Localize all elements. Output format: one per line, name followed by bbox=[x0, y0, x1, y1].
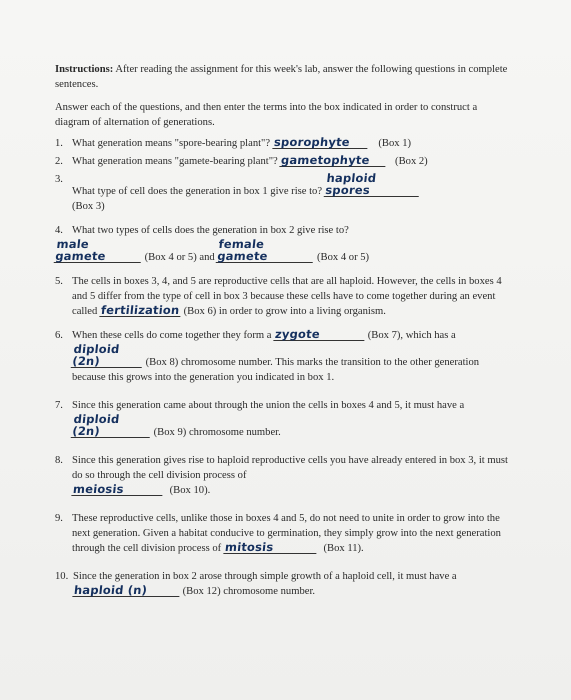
question-number: 10. bbox=[55, 571, 69, 582]
question-5 bbox=[55, 274, 510, 319]
question-number: 7. bbox=[55, 400, 63, 411]
box-label: (Box 2) bbox=[395, 156, 428, 167]
box-label: (Box 10). bbox=[169, 485, 211, 496]
answer-box-11[interactable]: mitosis bbox=[223, 541, 317, 554]
answer-box-7[interactable]: zygote bbox=[273, 328, 365, 341]
question-2 bbox=[55, 154, 510, 169]
instructions-text: After reading the assignment for this week's lab, answer the following questions in complete sentences. bbox=[55, 64, 508, 90]
question-text: What type of cell does the generation in box 1 give rise to? bbox=[72, 186, 323, 197]
question-text: What generation means "spore-bearing plant"? bbox=[72, 138, 271, 149]
question-6 bbox=[55, 328, 510, 385]
question-text: When these cells do come together they form a bbox=[72, 330, 272, 341]
answer-box-8[interactable]: diploid (2n) bbox=[71, 343, 145, 368]
answer-box-5[interactable]: female gamete bbox=[216, 238, 316, 263]
box-label: (Box 1) bbox=[378, 138, 412, 149]
question-10 bbox=[55, 569, 510, 599]
question-text: What two types of cells does the generation in box 2 give rise to? bbox=[72, 225, 349, 236]
question-text: Since the generation in box 2 arose through simple growth of a haploid cell, it must have a bbox=[73, 571, 457, 582]
question-number: 6. bbox=[55, 330, 63, 341]
box-label: (Box 4 or 5) bbox=[317, 252, 370, 263]
box-label: (Box 11). bbox=[323, 543, 364, 554]
question-text-mid: (Box 7), which has a bbox=[367, 330, 456, 341]
question-number: 3. bbox=[55, 174, 63, 185]
question-number: 9. bbox=[55, 513, 63, 524]
answer-box-9[interactable]: diploid (2n) bbox=[71, 413, 153, 438]
instructions-label: Instructions: bbox=[55, 64, 114, 75]
question-number: 4. bbox=[55, 225, 63, 236]
question-text-after: (Box 6) in order to grow into a living organism. bbox=[183, 306, 386, 317]
answer-box-2[interactable]: gametophyte bbox=[280, 154, 387, 167]
question-number: 1. bbox=[55, 138, 63, 149]
question-text: These reproductive cells, unlike those in boxes 4 and 5, do not need to unite in order to grow into the next generation. Given a habitat conducive to germination, they simply grow into the next generation through the cell division process of bbox=[72, 513, 501, 554]
question-text-after: (Box 12) chromosome number. bbox=[182, 586, 316, 597]
question-4 bbox=[55, 223, 510, 265]
intro-paragraph: Answer each of the questions, and then enter the terms into the box indicated in order to construct a diagram of alternation of generations. bbox=[55, 102, 478, 128]
answer-box-6[interactable]: fertilization bbox=[100, 303, 181, 317]
question-3 bbox=[55, 172, 510, 214]
worksheet-content bbox=[55, 62, 510, 599]
question-number: 2. bbox=[55, 156, 63, 167]
question-number: 5. bbox=[55, 276, 63, 287]
question-list bbox=[55, 136, 510, 599]
answer-box-10[interactable]: meiosis bbox=[71, 483, 163, 496]
question-7 bbox=[55, 398, 510, 440]
box-label: (Box 4 or 5) and bbox=[144, 252, 215, 263]
answer-box-3[interactable]: haploid spores bbox=[323, 172, 421, 197]
box-label: (Box 3) bbox=[72, 201, 105, 212]
question-8 bbox=[55, 453, 510, 498]
question-9 bbox=[55, 511, 510, 556]
question-1 bbox=[55, 136, 510, 151]
question-text: The cells in boxes 3, 4, and 5 are reproductive cells that are all haploid. However, the cells in boxes 4 and 5 differ from the type of cell in box 3 because these cells have to come together during an event called bbox=[72, 276, 502, 317]
instructions-paragraph bbox=[55, 62, 510, 92]
question-text: Since this generation came about through the union the cells in boxes 4 and 5, it must have a bbox=[72, 400, 465, 411]
question-text-after: (Box 9) chromosome number. bbox=[153, 427, 281, 438]
question-text: Since this generation gives rise to haploid reproductive cells you have already entered in box 3, it must do so through the cell division process of bbox=[72, 455, 508, 481]
question-number: 8. bbox=[55, 455, 63, 466]
question-text: What generation means "gamete-bearing plant"? bbox=[72, 156, 278, 167]
answer-box-12[interactable]: haploid (n) bbox=[72, 584, 180, 597]
answer-box-1[interactable]: sporophyte bbox=[272, 136, 368, 149]
question-text-after: (Box 8) chromosome number. This marks the transition to the other generation because this grows into the generation you indicated in box 1. bbox=[72, 357, 480, 383]
answer-box-4[interactable]: male gamete bbox=[54, 238, 144, 263]
